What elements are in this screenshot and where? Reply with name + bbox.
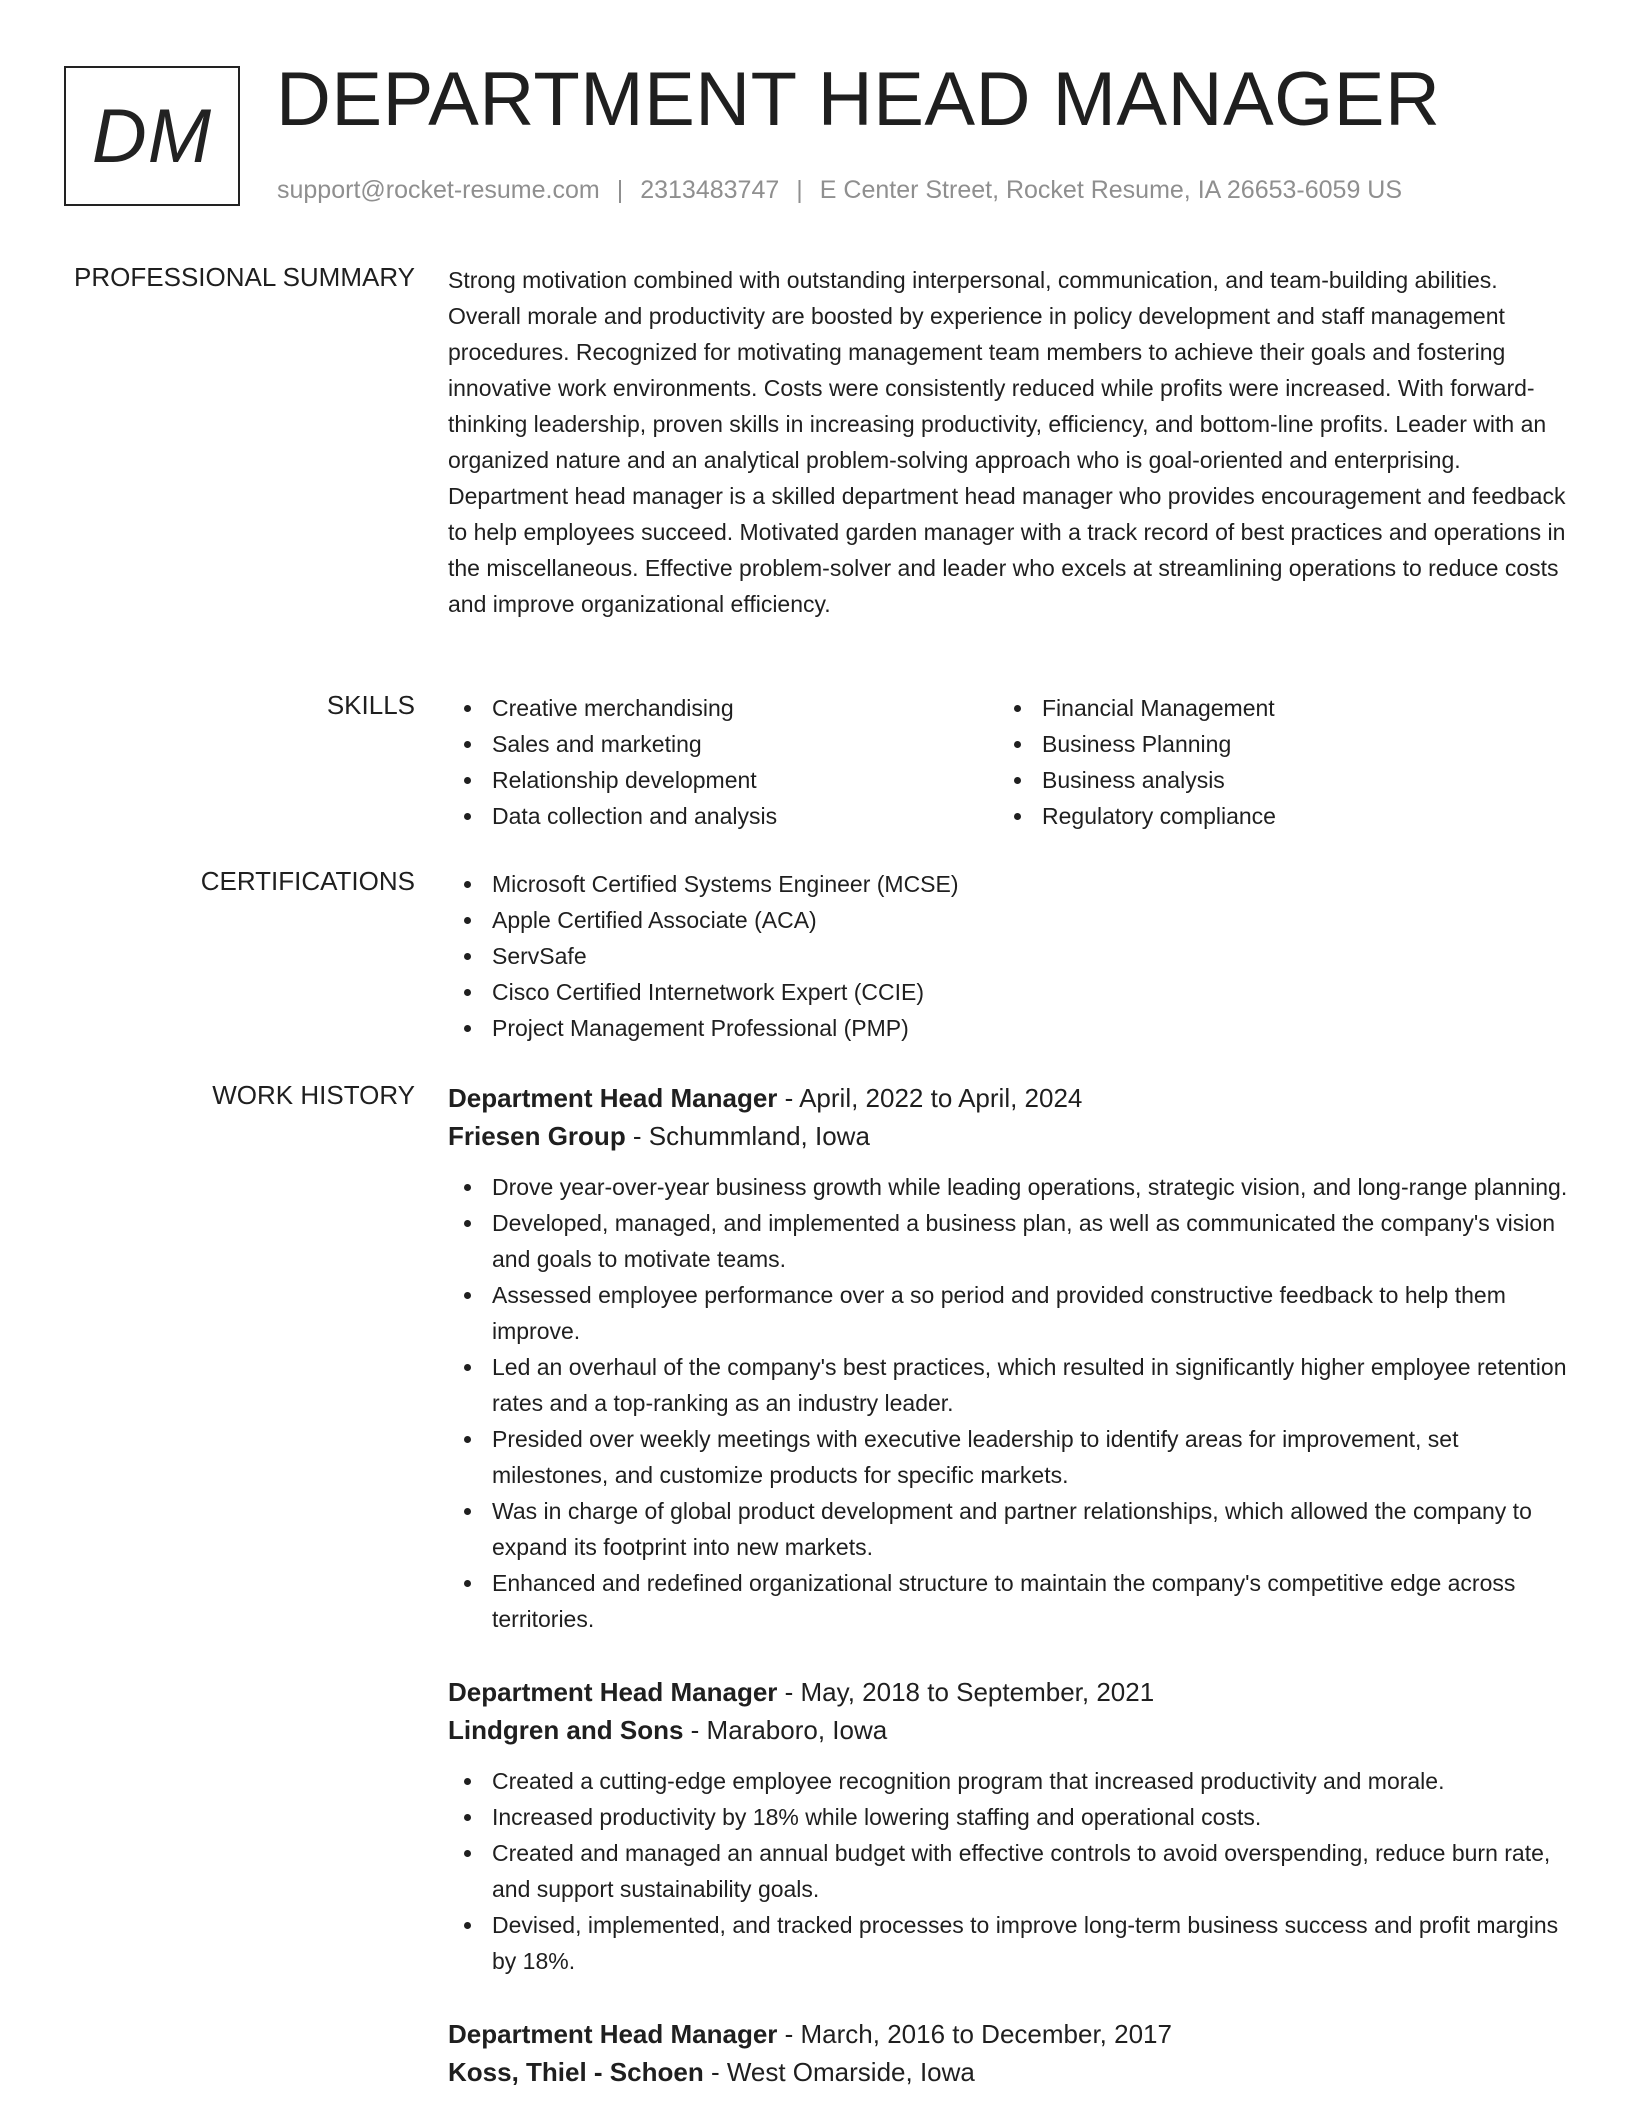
contact-separator: | (796, 176, 803, 204)
skill-item: Relationship development (448, 762, 998, 798)
certification-item: ServSafe (448, 938, 1570, 974)
job-location: - Maraboro, Iowa (683, 1715, 888, 1745)
job-bullet: Developed, managed, and implemented a business plan, as well as communicated the company's vision and goals to motivate teams. (448, 1205, 1570, 1277)
skills-list-left (448, 690, 998, 834)
job-bullet: Created a cutting-edge employee recognition program that increased productivity and morale. (448, 1763, 1570, 1799)
job-bullet: Devised, implemented, and tracked processes to improve long-term business success and profit margins by 18%. (448, 1907, 1570, 1979)
skill-item: Data collection and analysis (448, 798, 998, 834)
job-company-line (448, 1117, 1570, 1155)
section-heading: SKILLS (326, 690, 415, 720)
job-title: Department Head Manager (448, 1083, 778, 1113)
job-company-line (448, 1711, 1570, 1749)
candidate-title: DEPARTMENT HEAD MANAGER (276, 57, 1441, 142)
section-heading: PROFESSIONAL SUMMARY (74, 262, 415, 292)
skill-item: Sales and marketing (448, 726, 998, 762)
job-bullet: Drove year-over-year business growth while leading operations, strategic vision, and long-range planning. (448, 1169, 1570, 1205)
job-dates: - April, 2022 to April, 2024 (777, 1083, 1083, 1113)
contact-address: E Center Street, Rocket Resume, IA 26653-6059 US (819, 176, 1403, 204)
job-bullets (448, 1169, 1570, 1637)
job-dates: - May, 2018 to September, 2021 (777, 1677, 1155, 1707)
job-bullet: Enhanced and redefined organizational structure to maintain the company's competitive edge across territories. (448, 1565, 1570, 1637)
job-location: - Schummland, Iowa (625, 1121, 870, 1151)
job-bullet: Increased productivity by 18% while lowering staffing and operational costs. (448, 1799, 1570, 1835)
monogram-badge: DM (64, 66, 240, 206)
job-company: Koss, Thiel - Schoen (448, 2057, 704, 2087)
job-company: Friesen Group (448, 1121, 626, 1151)
skill-item: Business Planning (998, 726, 1548, 762)
skill-item: Regulatory compliance (998, 798, 1548, 834)
job-entry (448, 1673, 1570, 1979)
section-heading: CERTIFICATIONS (200, 866, 415, 896)
certification-item: Project Management Professional (PMP) (448, 1010, 1570, 1046)
job-dates: - March, 2016 to December, 2017 (777, 2019, 1172, 2049)
skills-list-right (998, 690, 1548, 834)
contact-email: support@rocket-resume.com (277, 176, 600, 204)
job-bullets (448, 1763, 1570, 1979)
job-bullet: Assessed employee performance over a so period and provided constructive feedback to help them improve. (448, 1277, 1570, 1349)
contact-separator: | (616, 176, 624, 204)
job-title-line (448, 1673, 1570, 1711)
skill-item: Business analysis (998, 762, 1548, 798)
job-title-line (448, 2015, 1570, 2053)
jobs-list (448, 1079, 1570, 2127)
section-heading: WORK HISTORY (212, 1080, 415, 1110)
job-title-line (448, 1079, 1570, 1117)
contact-line (277, 176, 1402, 205)
skill-item: Financial Management (998, 690, 1548, 726)
job-company: Lindgren and Sons (448, 1715, 684, 1745)
summary-text: Strong motivation combined with outstanding interpersonal, communication, and team-building abilities. Overall morale and productivity are boosted by experience in policy development and staff management procedures. Recognized for motivating management team members to achieve their goals and fostering innovative work environments. Costs were consistently reduced while profits were increased. With forward-thinking leadership, proven skills in increasing productivity, efficiency, and bottom-line profits. Leader with an organized nature and an analytical problem-solving approach who is goal-oriented and enterprising. Department head manager is a skilled department head manager who provides encouragement and feedback to help employees succeed. Motivated garden manager with a track record of best practices and operations in the miscellaneous. Effective problem-solver and leader who excels at streamlining operations to reduce costs and improve organizational efficiency. (448, 267, 1566, 617)
certification-item: Cisco Certified Internetwork Expert (CCIE) (448, 974, 1570, 1010)
skill-item: Creative merchandising (448, 690, 998, 726)
certification-item: Microsoft Certified Systems Engineer (MCSE) (448, 866, 1570, 902)
job-entry (448, 1079, 1570, 1637)
job-title: Department Head Manager (448, 1677, 778, 1707)
job-entry (448, 2015, 1570, 2091)
certification-item: Apple Certified Associate (ACA) (448, 902, 1570, 938)
job-bullet: Was in charge of global product development and partner relationships, which allowed the company to expand its footprint into new markets. (448, 1493, 1570, 1565)
job-bullet: Presided over weekly meetings with executive leadership to identify areas for improvement, set milestones, and customize products for specific markets. (448, 1421, 1570, 1493)
contact-phone: 2313483747 (640, 176, 780, 204)
job-title: Department Head Manager (448, 2019, 778, 2049)
certifications-list (448, 866, 1570, 1046)
job-company-line (448, 2053, 1570, 2091)
job-bullet: Created and managed an annual budget with effective controls to avoid overspending, reduce burn rate, and support sustainability goals. (448, 1835, 1570, 1907)
job-bullet: Led an overhaul of the company's best practices, which resulted in significantly higher employee retention rates and a top-ranking as an industry leader. (448, 1349, 1570, 1421)
job-location: - West Omarside, Iowa (703, 2057, 975, 2087)
